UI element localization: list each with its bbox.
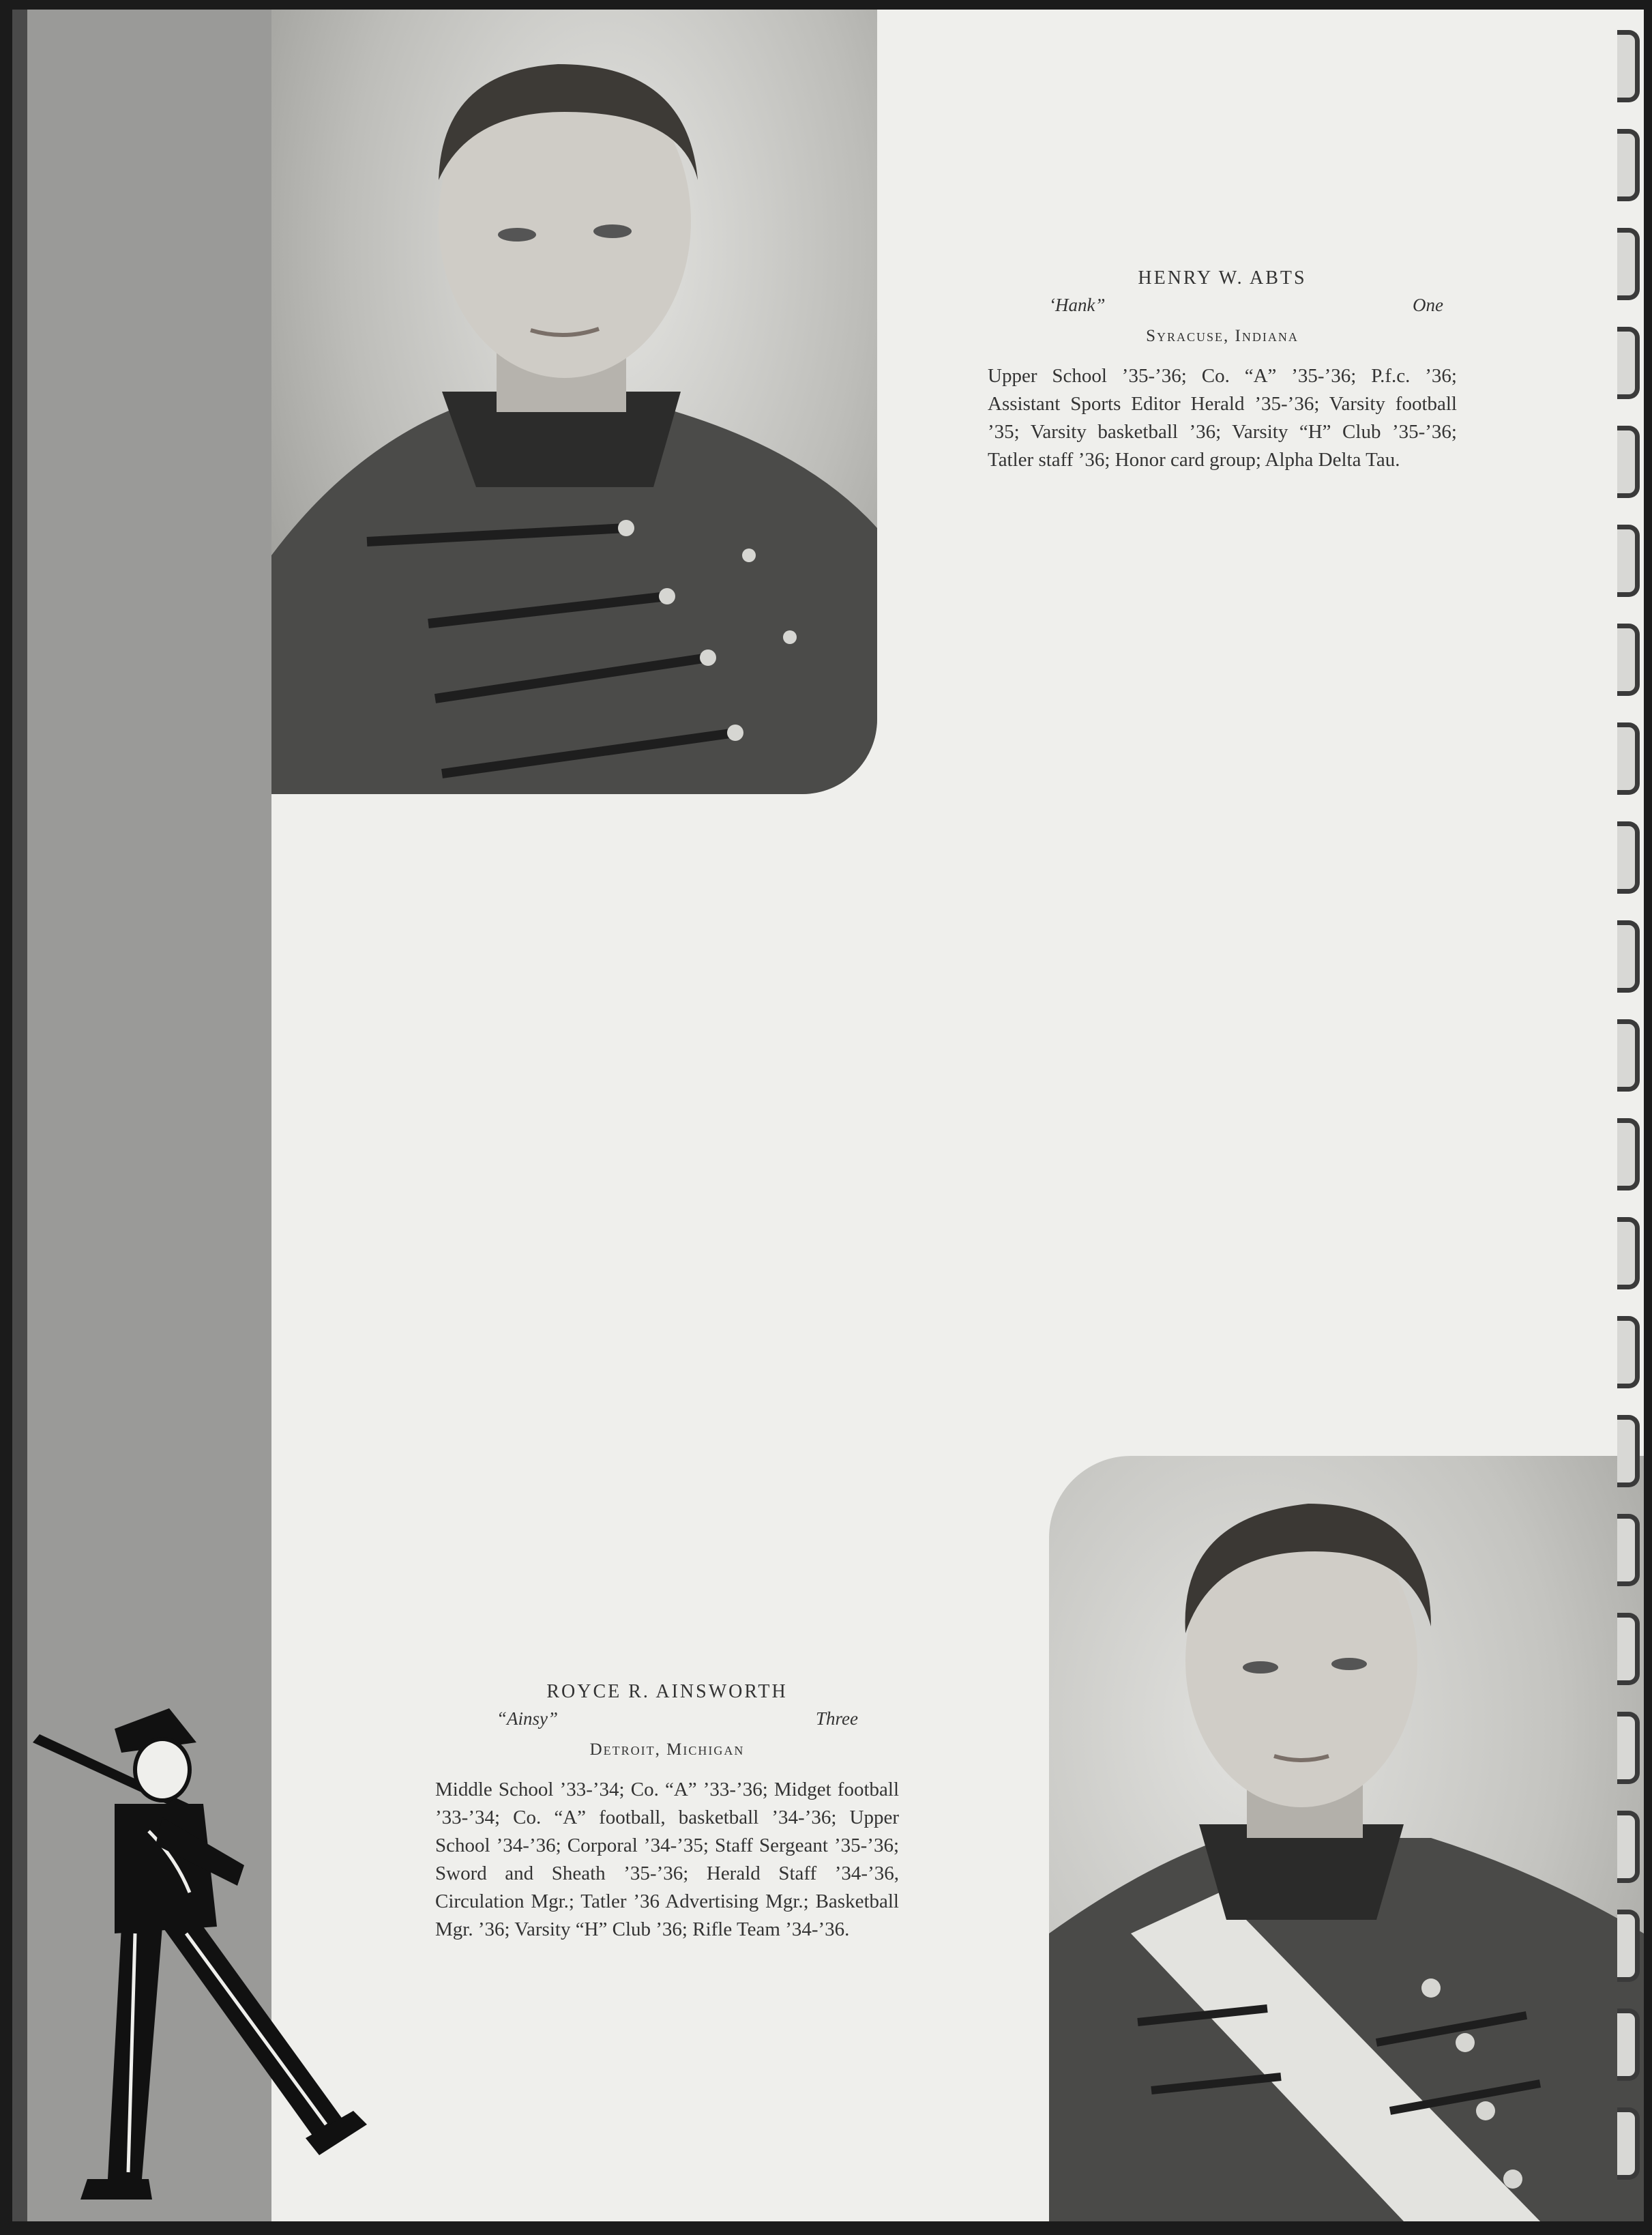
cadet-nickname: “Ainsy” (497, 1708, 559, 1729)
binding-ring (1617, 30, 1640, 102)
cadet-name: ROYCE R. AINSWORTH (546, 1681, 788, 1702)
binding-ring (1617, 624, 1640, 696)
nickname-row (988, 295, 1457, 316)
yearbook-page (12, 10, 1644, 2221)
binding-ring (1617, 1316, 1640, 1388)
spiral-binding (1608, 30, 1644, 2213)
marching-cadet-icon (33, 1701, 387, 2220)
binding-ring (1617, 525, 1640, 597)
binding-ring (1617, 2008, 1640, 2081)
binding-ring (1617, 722, 1640, 795)
cadet-hometown: Syracuse, Indiana (1146, 327, 1299, 345)
portrait-photo-ainsworth (1049, 1456, 1644, 2221)
binding-ring (1617, 2107, 1640, 2180)
binding-ring (1617, 1712, 1640, 1784)
binding-ring (1617, 1514, 1640, 1586)
entry-abts (988, 267, 1457, 474)
binding-ring (1617, 1217, 1640, 1289)
cadet-company: Three (816, 1708, 858, 1729)
binding-ring (1617, 228, 1640, 300)
binding-edge (12, 10, 27, 2221)
binding-ring (1617, 426, 1640, 498)
binding-ring (1617, 821, 1640, 894)
cadet-hometown: Detroit, Michigan (589, 1740, 745, 1759)
cadet-portrait-illustration (1049, 1456, 1644, 2221)
cadet-nickname: ‘Hank” (1049, 295, 1106, 315)
binding-ring (1617, 1613, 1640, 1685)
binding-ring (1617, 129, 1640, 201)
binding-ring (1617, 1118, 1640, 1190)
nickname-row (435, 1708, 899, 1729)
cadet-company: One (1413, 295, 1443, 315)
binding-ring (1617, 1019, 1640, 1092)
binding-ring (1617, 1811, 1640, 1883)
cadet-portrait-illustration (271, 10, 877, 794)
cadet-record: Upper School ’35-’36; Co. “A” ’35-’36; P.f.c. ’36; Assistant Sports Editor Herald ’35-’36; Varsity football ’35; Varsity basketball ’36; Varsity “H” Club ’35-’36; Tatler staff ’36; Honor card group; Alpha Delta Tau. (988, 365, 1457, 471)
cadet-name: HENRY W. ABTS (1138, 267, 1307, 289)
binding-ring (1617, 1910, 1640, 1982)
portrait-photo-abts (271, 10, 877, 794)
binding-ring (1617, 920, 1640, 993)
binding-ring (1617, 327, 1640, 399)
cadet-record: Middle School ’33-’34; Co. “A” ’33-’36; Midget football ’33-’34; Co. “A” football, basketball ’34-’36; Upper School ’34-’36; Corporal ’34-’35; Staff Sergeant ’35-’36; Sword and Sheath ’35-’36; Herald Staff ’34-’36, Circulation Mgr.; Tatler ’36 Advertising Mgr.; Basketball Mgr. ’36; Varsity “H” Club ’36; Rifle Team ’34-’36. (435, 1779, 899, 1940)
binding-ring (1617, 1415, 1640, 1487)
entry-ainsworth (435, 1681, 899, 1944)
